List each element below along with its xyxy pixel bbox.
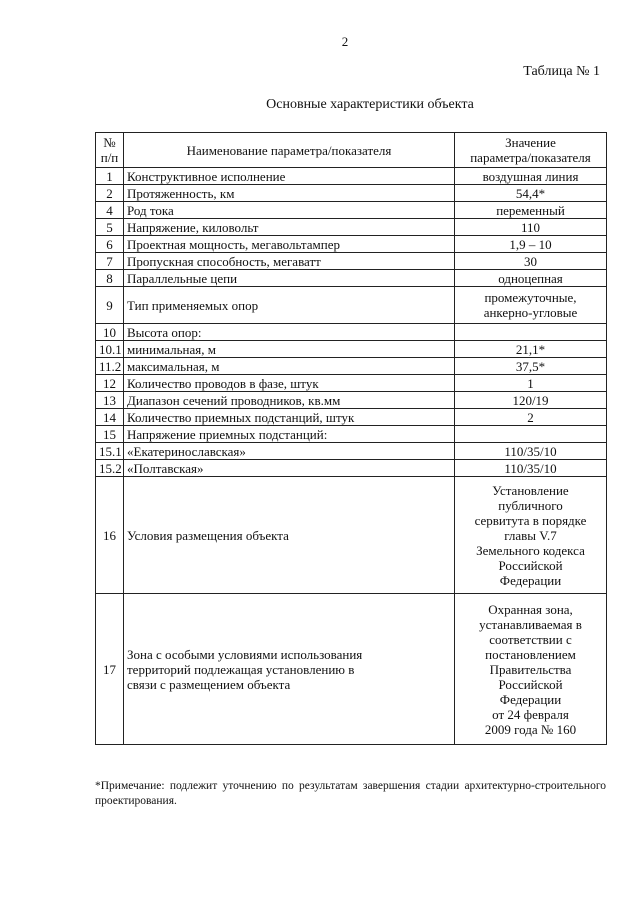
table-body bbox=[96, 168, 607, 745]
row-number-cell: 11.2 bbox=[96, 358, 124, 375]
table-row bbox=[96, 168, 607, 185]
table-row bbox=[96, 253, 607, 270]
table-row bbox=[96, 594, 607, 745]
row-number-cell: 15.2 bbox=[96, 460, 124, 477]
table-row bbox=[96, 375, 607, 392]
header-number: № п/п bbox=[96, 133, 124, 168]
row-value-cell: одноцепная bbox=[455, 270, 607, 287]
row-number-cell: 12 bbox=[96, 375, 124, 392]
row-value-cell: 54,4* bbox=[455, 185, 607, 202]
row-number-cell: 15 bbox=[96, 426, 124, 443]
row-name-cell: Тип применяемых опор bbox=[124, 287, 455, 324]
table-row bbox=[96, 341, 607, 358]
table-row bbox=[96, 185, 607, 202]
row-number-cell: 6 bbox=[96, 236, 124, 253]
table-row bbox=[96, 219, 607, 236]
table-row bbox=[96, 287, 607, 324]
row-name-cell: Условия размещения объекта bbox=[124, 477, 455, 594]
table-row bbox=[96, 392, 607, 409]
row-number-cell: 13 bbox=[96, 392, 124, 409]
row-name-cell: Параллельные цепи bbox=[124, 270, 455, 287]
table-row bbox=[96, 236, 607, 253]
row-number-cell: 4 bbox=[96, 202, 124, 219]
row-number-cell: 14 bbox=[96, 409, 124, 426]
row-number-cell: 7 bbox=[96, 253, 124, 270]
row-value-cell: 110 bbox=[455, 219, 607, 236]
header-parameter-value: Значение параметра/показателя bbox=[455, 133, 607, 168]
table-row bbox=[96, 443, 607, 460]
table-row bbox=[96, 460, 607, 477]
row-value-cell: промежуточные, анкерно-угловые bbox=[455, 287, 607, 324]
row-value-cell: 30 bbox=[455, 253, 607, 270]
row-number-cell: 10 bbox=[96, 324, 124, 341]
row-number-cell: 2 bbox=[96, 185, 124, 202]
row-name-cell: «Полтавская» bbox=[124, 460, 455, 477]
row-value-cell: воздушная линия bbox=[455, 168, 607, 185]
table-row bbox=[96, 270, 607, 287]
row-value-cell bbox=[455, 426, 607, 443]
row-value-cell: 21,1* bbox=[455, 341, 607, 358]
row-value-cell: 37,5* bbox=[455, 358, 607, 375]
footnote: *Примечание: подлежит уточнению по результатам завершения стадии архитектурно-строительного проектирования. bbox=[95, 780, 606, 807]
table-row bbox=[96, 477, 607, 594]
row-name-cell: максимальная, м bbox=[124, 358, 455, 375]
row-number-cell: 8 bbox=[96, 270, 124, 287]
parameters-table bbox=[95, 132, 607, 745]
row-number-cell: 5 bbox=[96, 219, 124, 236]
row-name-cell: Напряжение, киловольт bbox=[124, 219, 455, 236]
row-value-cell: переменный bbox=[455, 202, 607, 219]
table-row bbox=[96, 409, 607, 426]
document-title: Основные характеристики объекта bbox=[266, 97, 474, 112]
row-name-cell: Конструктивное исполнение bbox=[124, 168, 455, 185]
table-row bbox=[96, 202, 607, 219]
row-value-cell: Охранная зона, устанавливаемая в соответствии с постановлением Правительства Российской Федерации от 24 февраля 2009 года № 160 bbox=[455, 594, 607, 745]
row-value-cell: 110/35/10 bbox=[455, 460, 607, 477]
row-name-cell: Высота опор: bbox=[124, 324, 455, 341]
row-name-cell: Диапазон сечений проводников, кв.мм bbox=[124, 392, 455, 409]
row-name-cell: Количество приемных подстанций, штук bbox=[124, 409, 455, 426]
table-row bbox=[96, 426, 607, 443]
row-number-cell: 16 bbox=[96, 477, 124, 594]
row-name-cell: «Екатеринославская» bbox=[124, 443, 455, 460]
row-name-cell: Пропускная способность, мегаватт bbox=[124, 253, 455, 270]
table-label: Таблица № 1 bbox=[523, 64, 600, 79]
row-value-cell: 2 bbox=[455, 409, 607, 426]
row-value-cell: 110/35/10 bbox=[455, 443, 607, 460]
header-parameter-name: Наименование параметра/показателя bbox=[124, 133, 455, 168]
table-row bbox=[96, 324, 607, 341]
row-name-cell: Протяженность, км bbox=[124, 185, 455, 202]
row-name-cell: Напряжение приемных подстанций: bbox=[124, 426, 455, 443]
row-number-cell: 17 bbox=[96, 594, 124, 745]
row-number-cell: 10.1 bbox=[96, 341, 124, 358]
row-name-cell: Зона с особыми условиями использования территорий подлежащая установлению в связи с размещением объекта bbox=[124, 594, 455, 745]
row-name-cell: минимальная, м bbox=[124, 341, 455, 358]
page-number: 2 bbox=[341, 34, 349, 49]
row-name-cell: Проектная мощность, мегавольтампер bbox=[124, 236, 455, 253]
row-value-cell: 120/19 bbox=[455, 392, 607, 409]
row-number-cell: 15.1 bbox=[96, 443, 124, 460]
row-value-cell bbox=[455, 324, 607, 341]
row-value-cell: 1,9 – 10 bbox=[455, 236, 607, 253]
row-value-cell: Установление публичного сервитута в порядке главы V.7 Земельного кодекса Российской Федерации bbox=[455, 477, 607, 594]
table-row bbox=[96, 358, 607, 375]
row-value-cell: 1 bbox=[455, 375, 607, 392]
row-number-cell: 9 bbox=[96, 287, 124, 324]
row-number-cell: 1 bbox=[96, 168, 124, 185]
table-header-row bbox=[96, 133, 607, 168]
row-name-cell: Род тока bbox=[124, 202, 455, 219]
row-name-cell: Количество проводов в фазе, штук bbox=[124, 375, 455, 392]
